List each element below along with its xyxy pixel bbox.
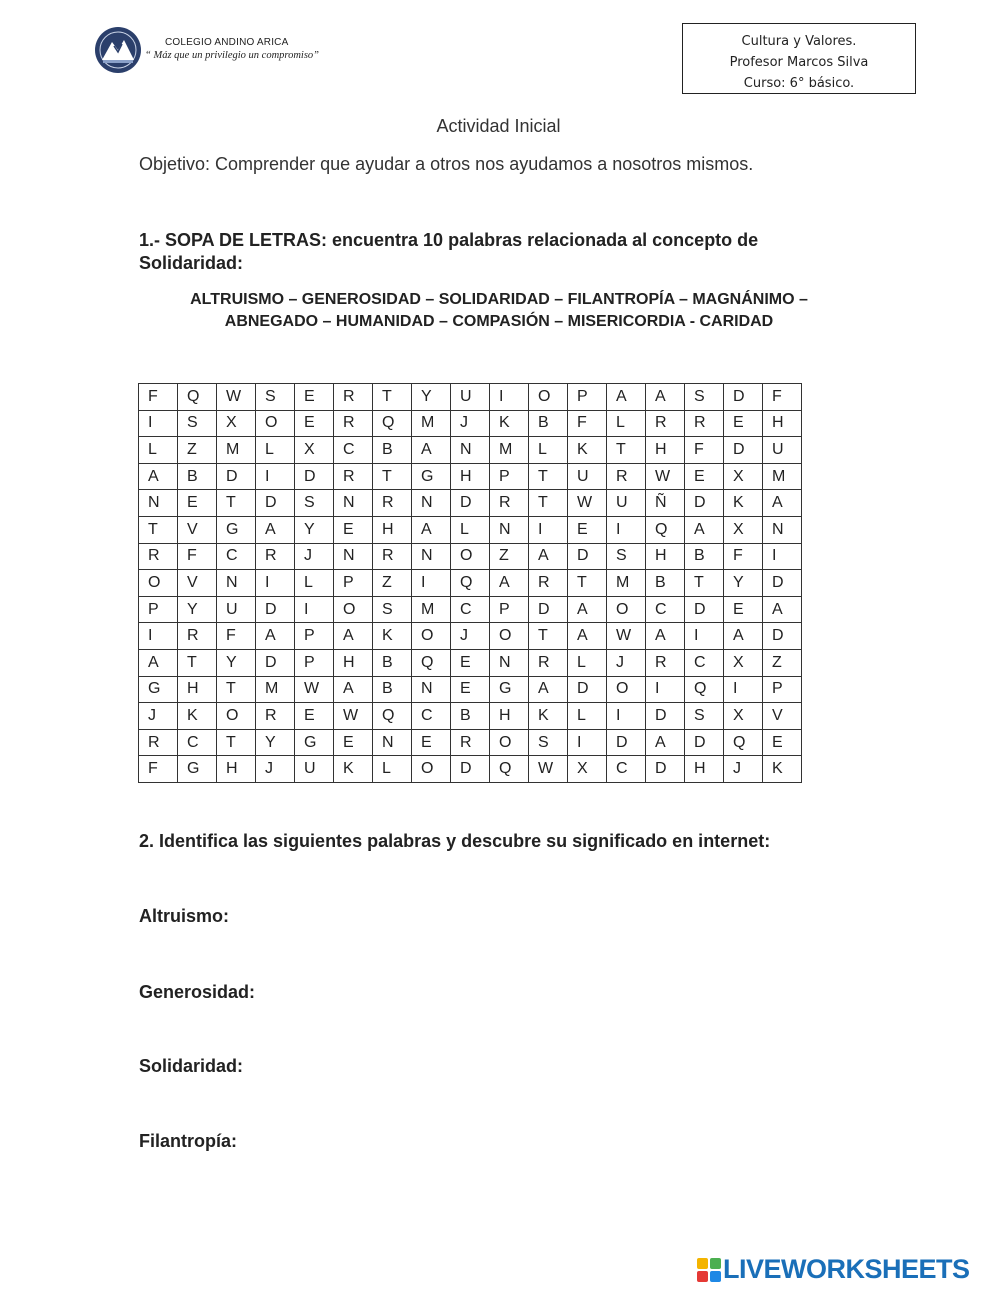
grid-cell[interactable]: R <box>334 410 373 437</box>
grid-cell[interactable]: J <box>295 543 334 570</box>
grid-cell[interactable]: P <box>334 570 373 597</box>
grid-cell[interactable]: E <box>724 596 763 623</box>
grid-cell[interactable]: K <box>334 756 373 783</box>
grid-cell[interactable]: R <box>451 729 490 756</box>
grid-cell[interactable]: X <box>217 410 256 437</box>
grid-cell[interactable]: H <box>685 756 724 783</box>
grid-cell[interactable]: V <box>763 703 802 730</box>
grid-cell[interactable]: G <box>412 463 451 490</box>
grid-cell[interactable]: A <box>256 516 295 543</box>
grid-cell[interactable]: R <box>334 384 373 411</box>
grid-cell[interactable]: R <box>139 729 178 756</box>
word-search-grid <box>138 383 802 783</box>
grid-cell[interactable]: M <box>490 437 529 464</box>
grid-cell[interactable]: J <box>139 703 178 730</box>
grid-row <box>139 463 802 490</box>
grid-cell[interactable]: R <box>334 463 373 490</box>
grid-row <box>139 623 802 650</box>
grid-cell[interactable]: L <box>568 649 607 676</box>
grid-cell[interactable]: H <box>763 410 802 437</box>
grid-cell[interactable]: N <box>139 490 178 517</box>
grid-cell[interactable]: U <box>568 463 607 490</box>
grid-cell[interactable]: D <box>217 463 256 490</box>
grid-cell[interactable]: R <box>646 649 685 676</box>
grid-cell[interactable]: E <box>295 410 334 437</box>
grid-cell[interactable]: Z <box>763 649 802 676</box>
grid-cell[interactable]: N <box>412 676 451 703</box>
grid-cell[interactable]: S <box>256 384 295 411</box>
grid-row <box>139 596 802 623</box>
grid-cell[interactable]: U <box>217 596 256 623</box>
grid-cell[interactable]: D <box>763 570 802 597</box>
grid-cell[interactable]: G <box>139 676 178 703</box>
grid-row <box>139 543 802 570</box>
grid-cell[interactable]: E <box>178 490 217 517</box>
grid-cell[interactable]: A <box>568 596 607 623</box>
grid-cell[interactable]: E <box>451 676 490 703</box>
grid-cell[interactable]: Q <box>685 676 724 703</box>
grid-cell[interactable]: X <box>568 756 607 783</box>
grid-cell[interactable]: J <box>256 756 295 783</box>
grid-cell[interactable]: W <box>217 384 256 411</box>
grid-cell[interactable]: Q <box>373 703 412 730</box>
grid-cell[interactable]: I <box>412 570 451 597</box>
grid-cell[interactable]: R <box>256 543 295 570</box>
grid-cell[interactable]: I <box>529 516 568 543</box>
grid-cell[interactable]: I <box>724 676 763 703</box>
grid-cell[interactable]: L <box>373 756 412 783</box>
grid-cell[interactable]: T <box>529 490 568 517</box>
grid-cell[interactable]: T <box>373 463 412 490</box>
grid-cell[interactable]: X <box>724 703 763 730</box>
grid-cell[interactable]: K <box>724 490 763 517</box>
grid-cell[interactable]: T <box>685 570 724 597</box>
grid-cell[interactable]: N <box>412 543 451 570</box>
grid-cell[interactable]: Y <box>217 649 256 676</box>
grid-cell[interactable]: Y <box>412 384 451 411</box>
grid-cell[interactable]: O <box>334 596 373 623</box>
grid-cell[interactable]: D <box>256 490 295 517</box>
grid-cell[interactable]: D <box>646 756 685 783</box>
grid-cell[interactable]: Y <box>295 516 334 543</box>
grid-cell[interactable]: T <box>217 729 256 756</box>
grid-cell[interactable]: M <box>256 676 295 703</box>
grid-cell[interactable]: P <box>490 596 529 623</box>
grid-cell[interactable]: V <box>178 570 217 597</box>
grid-cell[interactable]: Q <box>373 410 412 437</box>
grid-cell[interactable]: O <box>139 570 178 597</box>
grid-cell[interactable]: C <box>412 703 451 730</box>
word-bank-line-2: ABNEGADO – HUMANIDAD – COMPASIÓN – MISERICORDIA - CARIDAD <box>224 313 774 330</box>
grid-cell[interactable]: I <box>295 596 334 623</box>
grid-cell[interactable]: E <box>568 516 607 543</box>
grid-cell[interactable]: I <box>139 410 178 437</box>
grid-cell[interactable]: T <box>373 384 412 411</box>
grid-cell[interactable]: E <box>724 410 763 437</box>
grid-cell[interactable]: D <box>568 543 607 570</box>
grid-cell[interactable]: Ñ <box>646 490 685 517</box>
grid-cell[interactable]: B <box>529 410 568 437</box>
grid-cell[interactable]: O <box>412 756 451 783</box>
grid-cell[interactable]: X <box>295 437 334 464</box>
grid-cell[interactable]: H <box>646 437 685 464</box>
grid-cell[interactable]: A <box>334 623 373 650</box>
grid-cell[interactable]: M <box>217 437 256 464</box>
grid-cell[interactable]: F <box>763 384 802 411</box>
grid-cell[interactable]: I <box>256 463 295 490</box>
grid-cell[interactable]: D <box>256 649 295 676</box>
grid-cell[interactable]: P <box>568 384 607 411</box>
grid-cell[interactable]: H <box>451 463 490 490</box>
grid-cell[interactable]: L <box>256 437 295 464</box>
grid-cell[interactable]: M <box>412 596 451 623</box>
grid-cell[interactable]: D <box>295 463 334 490</box>
grid-cell[interactable]: A <box>607 384 646 411</box>
grid-row <box>139 490 802 517</box>
grid-cell[interactable]: A <box>139 649 178 676</box>
grid-cell[interactable]: F <box>217 623 256 650</box>
grid-cell[interactable]: N <box>451 437 490 464</box>
grid-cell[interactable]: Y <box>256 729 295 756</box>
grid-cell[interactable]: H <box>217 756 256 783</box>
grid-cell[interactable]: D <box>685 596 724 623</box>
grid-cell[interactable]: F <box>568 410 607 437</box>
grid-cell[interactable]: A <box>763 490 802 517</box>
grid-cell[interactable]: K <box>568 437 607 464</box>
grid-cell[interactable]: T <box>529 463 568 490</box>
question-2-heading: 2. Identifica las siguientes palabras y descubre su significado en internet: <box>139 831 771 851</box>
grid-row <box>139 729 802 756</box>
grid-cell[interactable]: E <box>295 703 334 730</box>
grid-cell[interactable]: W <box>529 756 568 783</box>
grid-cell[interactable]: B <box>685 543 724 570</box>
grid-row <box>139 570 802 597</box>
grid-cell[interactable]: T <box>217 490 256 517</box>
grid-cell[interactable]: L <box>568 703 607 730</box>
grid-cell[interactable]: U <box>451 384 490 411</box>
grid-cell[interactable]: E <box>334 729 373 756</box>
grid-cell[interactable]: Q <box>451 570 490 597</box>
grid-cell[interactable]: R <box>139 543 178 570</box>
grid-cell[interactable]: H <box>373 516 412 543</box>
grid-cell[interactable]: S <box>529 729 568 756</box>
page-title: Actividad Inicial <box>436 116 561 136</box>
grid-cell[interactable]: T <box>139 516 178 543</box>
grid-cell[interactable]: S <box>685 703 724 730</box>
grid-cell[interactable]: O <box>529 384 568 411</box>
grid-cell[interactable]: K <box>529 703 568 730</box>
grid-cell[interactable]: A <box>490 570 529 597</box>
term-solidaridad: Solidaridad: <box>139 1056 244 1076</box>
grid-cell[interactable]: H <box>646 543 685 570</box>
grid-cell[interactable]: L <box>529 437 568 464</box>
grid-cell[interactable]: F <box>139 756 178 783</box>
grid-cell[interactable]: A <box>529 676 568 703</box>
grid-cell[interactable]: A <box>256 623 295 650</box>
grid-cell[interactable]: P <box>490 463 529 490</box>
grid-cell[interactable]: A <box>646 729 685 756</box>
objective-text: Objetivo: Comprender que ayudar a otros nos ayudamos a nosotros mismos. <box>139 154 754 174</box>
grid-cell[interactable]: E <box>451 649 490 676</box>
grid-cell[interactable]: S <box>295 490 334 517</box>
grid-cell[interactable]: N <box>334 543 373 570</box>
grid-cell[interactable]: N <box>490 516 529 543</box>
grid-cell[interactable]: E <box>685 463 724 490</box>
grid-cell[interactable]: R <box>529 570 568 597</box>
grid-cell[interactable]: W <box>334 703 373 730</box>
grid-row <box>139 703 802 730</box>
term-filantropia: Filantropía: <box>139 1131 237 1151</box>
grid-cell[interactable]: O <box>217 703 256 730</box>
grid-cell[interactable]: A <box>568 623 607 650</box>
word-bank-line-1: ALTRUISMO – GENEROSIDAD – SOLIDARIDAD – FILANTROPÍA – MAGNÁNIMO – <box>190 291 808 308</box>
grid-cell[interactable]: A <box>724 623 763 650</box>
grid-cell[interactable]: P <box>295 649 334 676</box>
grid-cell[interactable]: S <box>685 384 724 411</box>
grid-cell[interactable]: Y <box>178 596 217 623</box>
grid-cell[interactable]: F <box>178 543 217 570</box>
grid-row <box>139 437 802 464</box>
grid-cell[interactable]: N <box>217 570 256 597</box>
grid-cell[interactable]: G <box>217 516 256 543</box>
grid-cell[interactable]: N <box>490 649 529 676</box>
grid-row <box>139 649 802 676</box>
grid-cell[interactable]: U <box>295 756 334 783</box>
grid-cell[interactable]: R <box>607 463 646 490</box>
grid-cell[interactable]: V <box>178 516 217 543</box>
grid-cell[interactable]: O <box>451 543 490 570</box>
grid-cell[interactable]: P <box>763 676 802 703</box>
grid-cell[interactable]: Q <box>178 384 217 411</box>
grid-cell[interactable]: G <box>178 756 217 783</box>
grid-cell[interactable]: R <box>490 490 529 517</box>
grid-cell[interactable]: J <box>724 756 763 783</box>
grid-cell[interactable]: T <box>568 570 607 597</box>
grid-cell[interactable]: B <box>646 570 685 597</box>
grid-cell[interactable]: R <box>529 649 568 676</box>
grid-cell[interactable]: B <box>373 437 412 464</box>
grid-cell[interactable]: E <box>334 516 373 543</box>
grid-cell[interactable]: D <box>724 437 763 464</box>
grid-cell[interactable]: D <box>256 596 295 623</box>
grid-cell[interactable]: H <box>178 676 217 703</box>
grid-cell[interactable]: F <box>139 384 178 411</box>
grid-cell[interactable]: O <box>607 596 646 623</box>
grid-cell[interactable]: H <box>334 649 373 676</box>
grid-cell[interactable]: D <box>763 623 802 650</box>
grid-cell[interactable]: R <box>646 410 685 437</box>
grid-cell[interactable]: R <box>685 410 724 437</box>
grid-cell[interactable]: X <box>724 649 763 676</box>
grid-cell[interactable]: O <box>607 676 646 703</box>
grid-cell[interactable]: T <box>217 676 256 703</box>
grid-cell[interactable]: S <box>607 543 646 570</box>
grid-cell[interactable]: M <box>763 463 802 490</box>
grid-cell[interactable]: G <box>490 676 529 703</box>
grid-cell[interactable]: L <box>451 516 490 543</box>
grid-cell[interactable]: K <box>178 703 217 730</box>
grid-cell[interactable]: R <box>373 543 412 570</box>
grid-cell[interactable]: U <box>607 490 646 517</box>
grid-cell[interactable]: U <box>763 437 802 464</box>
grid-cell[interactable]: A <box>139 463 178 490</box>
grid-cell[interactable]: D <box>568 676 607 703</box>
grid-cell[interactable]: W <box>646 463 685 490</box>
grid-cell[interactable]: Z <box>373 570 412 597</box>
liveworksheets-badge-icon <box>697 1258 721 1282</box>
term-generosidad: Generosidad: <box>139 982 256 1002</box>
grid-cell[interactable]: R <box>373 490 412 517</box>
grid-cell[interactable]: J <box>451 410 490 437</box>
grid-cell[interactable]: X <box>724 516 763 543</box>
grid-cell[interactable]: C <box>178 729 217 756</box>
grid-cell[interactable]: I <box>607 516 646 543</box>
grid-cell[interactable]: D <box>607 729 646 756</box>
grid-cell[interactable]: I <box>646 676 685 703</box>
grid-row <box>139 410 802 437</box>
grid-cell[interactable]: Z <box>490 543 529 570</box>
term-altruismo: Altruismo: <box>139 906 229 926</box>
grid-cell[interactable]: D <box>529 596 568 623</box>
grid-cell[interactable]: W <box>607 623 646 650</box>
grid-cell[interactable]: E <box>763 729 802 756</box>
grid-row <box>139 384 802 411</box>
grid-cell[interactable]: K <box>490 410 529 437</box>
grid-cell[interactable]: W <box>295 676 334 703</box>
grid-cell[interactable]: W <box>568 490 607 517</box>
grid-cell[interactable]: Y <box>724 570 763 597</box>
grid-cell[interactable]: O <box>490 729 529 756</box>
grid-cell[interactable]: N <box>334 490 373 517</box>
grid-cell[interactable]: C <box>646 596 685 623</box>
grid-cell[interactable]: T <box>607 437 646 464</box>
grid-cell[interactable]: O <box>490 623 529 650</box>
grid-cell[interactable]: S <box>373 596 412 623</box>
grid-cell[interactable]: Z <box>178 437 217 464</box>
grid-cell[interactable]: N <box>412 490 451 517</box>
grid-cell[interactable]: A <box>646 384 685 411</box>
grid-cell[interactable]: A <box>685 516 724 543</box>
subject-line: Cultura y Valores. <box>741 34 857 49</box>
grid-cell[interactable]: A <box>646 623 685 650</box>
grid-cell[interactable]: F <box>685 437 724 464</box>
grid-cell[interactable]: G <box>295 729 334 756</box>
grid-cell[interactable]: A <box>334 676 373 703</box>
grid-cell[interactable]: I <box>685 623 724 650</box>
grid-cell[interactable]: I <box>568 729 607 756</box>
grid-cell[interactable]: P <box>295 623 334 650</box>
grid-cell[interactable]: Q <box>646 516 685 543</box>
teacher-line: Profesor Marcos Silva <box>729 55 869 70</box>
grid-cell[interactable]: T <box>178 649 217 676</box>
grid-cell[interactable]: B <box>451 703 490 730</box>
grade-line: Curso: 6° básico. <box>743 76 855 91</box>
grid-cell[interactable]: D <box>451 756 490 783</box>
course-info-box <box>682 23 916 94</box>
grid-cell[interactable]: C <box>334 437 373 464</box>
grid-cell[interactable]: D <box>724 384 763 411</box>
grid-cell[interactable]: J <box>607 649 646 676</box>
grid-cell[interactable]: D <box>685 490 724 517</box>
grid-cell[interactable]: D <box>685 729 724 756</box>
grid-cell[interactable]: E <box>412 729 451 756</box>
grid-cell[interactable]: B <box>178 463 217 490</box>
grid-cell[interactable]: R <box>178 623 217 650</box>
grid-cell[interactable]: E <box>295 384 334 411</box>
grid-cell[interactable]: I <box>256 570 295 597</box>
grid-cell[interactable]: F <box>724 543 763 570</box>
grid-cell[interactable]: B <box>373 676 412 703</box>
grid-cell[interactable]: C <box>685 649 724 676</box>
grid-cell[interactable]: Q <box>490 756 529 783</box>
grid-cell[interactable]: O <box>412 623 451 650</box>
grid-cell[interactable]: C <box>451 596 490 623</box>
grid-cell[interactable]: N <box>763 516 802 543</box>
watermark-text: LIVEWORKSHEETS <box>723 1254 970 1284</box>
school-crest-icon <box>94 26 142 74</box>
grid-cell[interactable]: J <box>451 623 490 650</box>
grid-cell[interactable]: T <box>529 623 568 650</box>
grid-cell[interactable]: N <box>373 729 412 756</box>
grid-cell[interactable]: L <box>295 570 334 597</box>
grid-cell[interactable]: A <box>412 516 451 543</box>
grid-row <box>139 516 802 543</box>
grid-cell[interactable]: H <box>490 703 529 730</box>
grid-cell[interactable]: P <box>139 596 178 623</box>
word-bank <box>130 289 868 333</box>
grid-row <box>139 756 802 783</box>
grid-cell[interactable]: L <box>139 437 178 464</box>
grid-cell[interactable]: O <box>256 410 295 437</box>
grid-cell[interactable]: D <box>646 703 685 730</box>
grid-cell[interactable]: Q <box>724 729 763 756</box>
grid-cell[interactable]: I <box>607 703 646 730</box>
grid-cell[interactable]: L <box>607 410 646 437</box>
grid-cell[interactable]: M <box>412 410 451 437</box>
grid-cell[interactable]: I <box>490 384 529 411</box>
grid-cell[interactable]: R <box>256 703 295 730</box>
grid-cell[interactable]: C <box>607 756 646 783</box>
grid-cell[interactable]: C <box>217 543 256 570</box>
grid-cell[interactable]: A <box>763 596 802 623</box>
grid-cell[interactable]: K <box>373 623 412 650</box>
grid-cell[interactable]: D <box>451 490 490 517</box>
grid-cell[interactable]: A <box>529 543 568 570</box>
grid-cell[interactable]: K <box>763 756 802 783</box>
school-name: COLEGIO ANDINO ARICA <box>165 37 289 48</box>
grid-cell[interactable]: B <box>373 649 412 676</box>
grid-cell[interactable]: X <box>724 463 763 490</box>
grid-cell[interactable]: S <box>178 410 217 437</box>
school-motto: “ Máz que un privilegio un compromiso” <box>145 50 320 61</box>
grid-row <box>139 676 802 703</box>
grid-cell[interactable]: A <box>412 437 451 464</box>
grid-cell[interactable]: Q <box>412 649 451 676</box>
question-1-heading: 1.- SOPA DE LETRAS: encuentra 10 palabras relacionada al concepto de Solidaridad: <box>139 230 759 273</box>
grid-cell[interactable]: I <box>763 543 802 570</box>
grid-cell[interactable]: I <box>139 623 178 650</box>
grid-cell[interactable]: M <box>607 570 646 597</box>
